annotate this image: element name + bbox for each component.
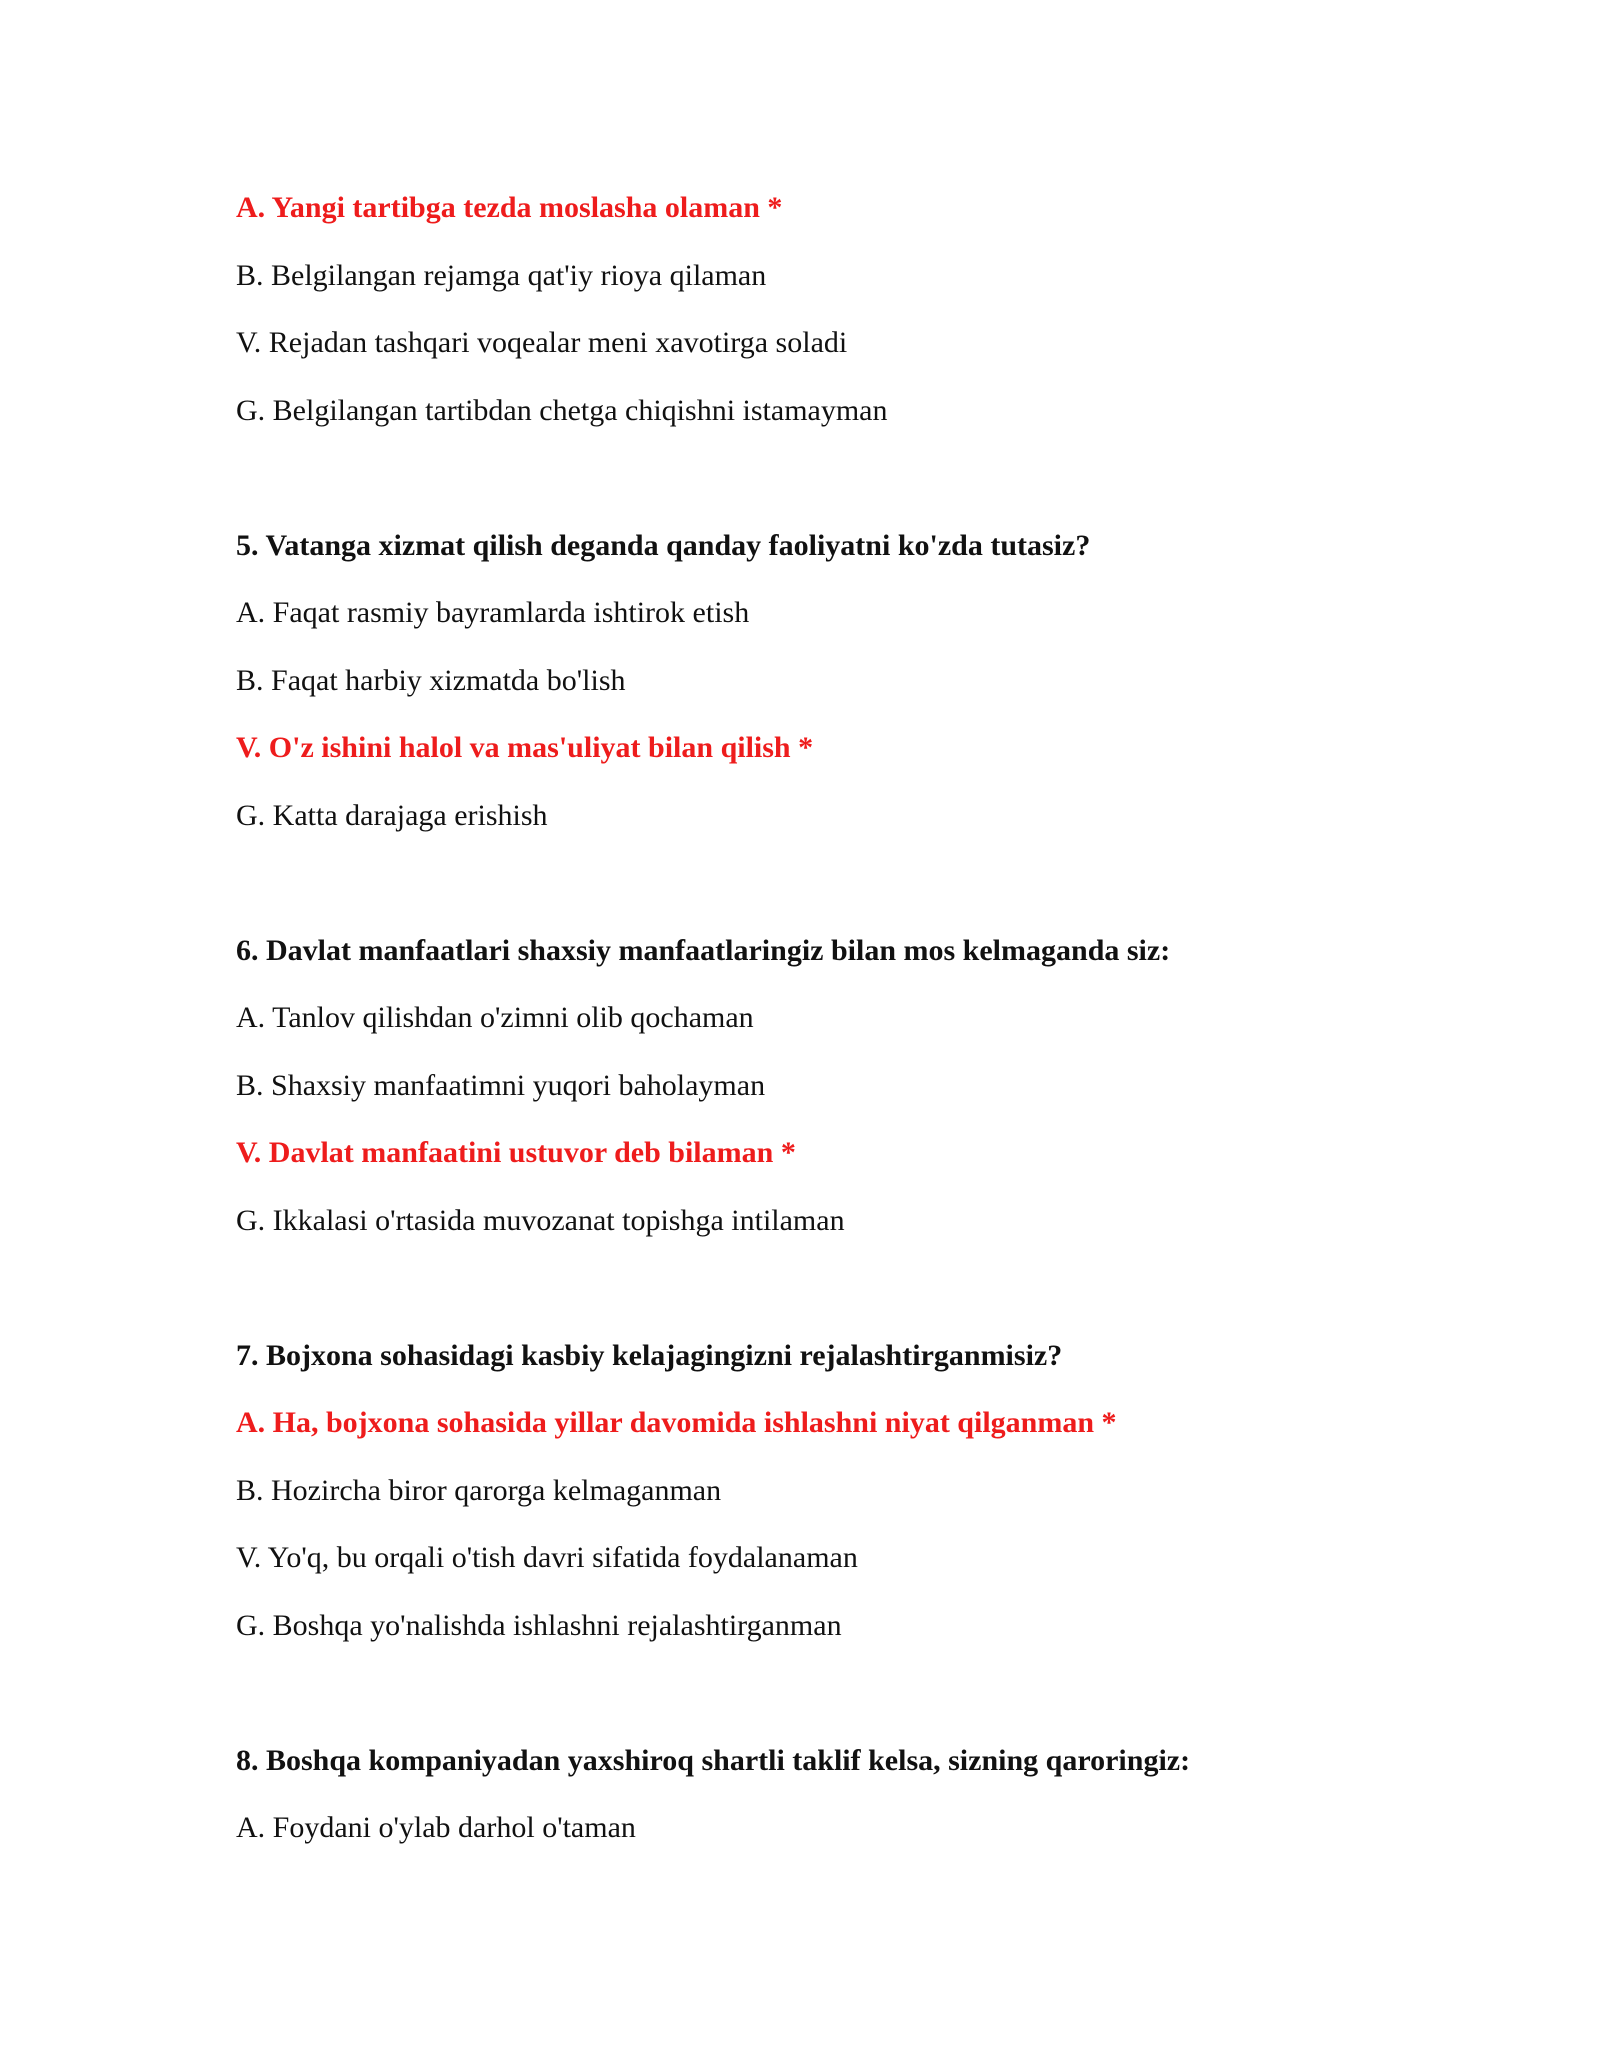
option-6a: A. Tanlov qilishdan o'zimni olib qochaman	[236, 1001, 754, 1034]
option-5b: B. Faqat harbiy xizmatda bo'lish	[236, 664, 626, 697]
option-7g: G. Boshqa yo'nalishda ishlashni rejalashtirganman	[236, 1609, 842, 1642]
option-6b: B. Shaxsiy manfaatimni yuqori baholayman	[236, 1069, 766, 1102]
option-5v-correct: V. O'z ishini halol va mas'uliyat bilan qilish *	[236, 731, 814, 764]
option-4g: G. Belgilangan tartibdan chetga chiqishni istamayman	[236, 394, 888, 427]
option-7b: B. Hozircha biror qarorga kelmaganman	[236, 1474, 722, 1507]
option-7v: V. Yo'q, bu orqali o'tish davri sifatida foydalanaman	[236, 1541, 858, 1574]
option-4a-correct: A. Yangi tartibga tezda moslasha olaman *	[236, 191, 783, 224]
option-6g: G. Ikkalasi o'rtasida muvozanat topishga intilaman	[236, 1204, 845, 1237]
question-6: 6. Davlat manfaatlari shaxsiy manfaatlaringiz bilan mos kelmaganda siz:	[236, 934, 1171, 967]
option-6v-correct: V. Davlat manfaatini ustuvor deb bilaman *	[236, 1136, 796, 1169]
option-4v: V. Rejadan tashqari voqealar meni xavotirga soladi	[236, 326, 848, 359]
option-8a: A. Foydani o'ylab darhol o'taman	[236, 1811, 636, 1844]
question-8: 8. Boshqa kompaniyadan yaxshiroq shartli taklif kelsa, sizning qaroringiz:	[236, 1744, 1191, 1777]
option-5a: A. Faqat rasmiy bayramlarda ishtirok etish	[236, 596, 750, 629]
option-4b: B. Belgilangan rejamga qat'iy rioya qilaman	[236, 259, 767, 292]
question-7: 7. Bojxona sohasidagi kasbiy kelajagingizni rejalashtirganmisiz?	[236, 1339, 1063, 1372]
question-5: 5. Vatanga xizmat qilish deganda qanday faoliyatni ko'zda tutasiz?	[236, 529, 1091, 562]
option-5g: G. Katta darajaga erishish	[236, 799, 548, 832]
option-7a-correct: A. Ha, bojxona sohasida yillar davomida ishlashni niyat qilganman *	[236, 1406, 1117, 1439]
